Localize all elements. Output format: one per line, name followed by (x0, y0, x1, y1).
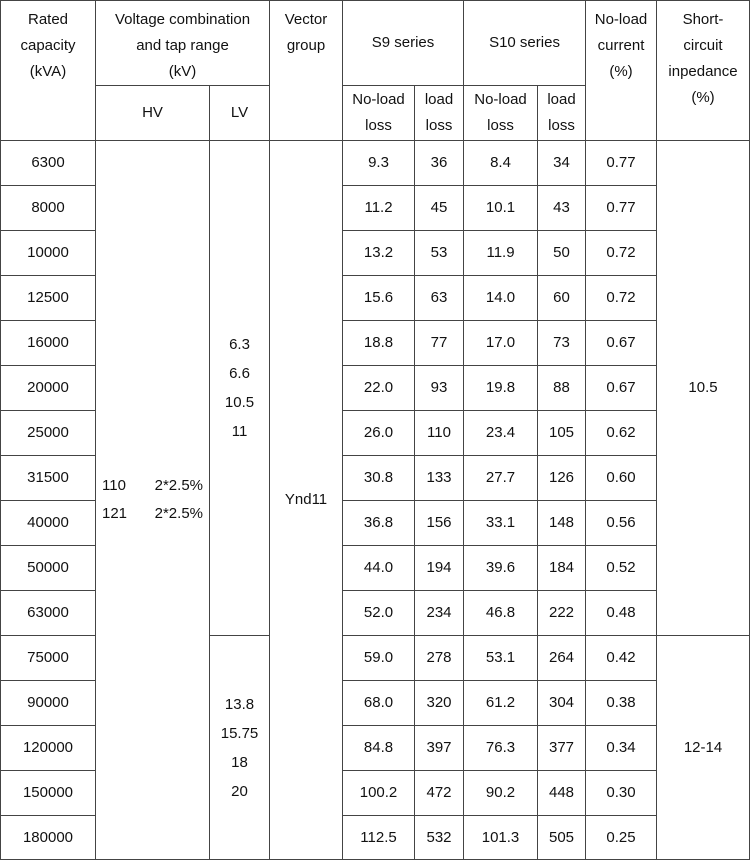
cell-s10-load-loss: 50 (538, 231, 586, 276)
cell-rated-capacity: 120000 (1, 726, 96, 771)
table-body (1, 141, 750, 860)
cell-s9-load-loss: 110 (415, 411, 464, 456)
cell-lv-group-high: 13.8 15.75 18 20 (210, 636, 270, 860)
cell-impedance-group-high: 12-14 (657, 636, 750, 860)
cell-no-load-current: 0.62 (586, 411, 657, 456)
cell-s9-no-load-loss: 68.0 (343, 681, 415, 726)
hv-voltage: 121 (102, 505, 128, 522)
header-voltage-combination: Voltage combination and tap range (kV) (96, 1, 270, 86)
cell-s9-no-load-loss: 30.8 (343, 456, 415, 501)
cell-rated-capacity: 31500 (1, 456, 96, 501)
cell-no-load-current: 0.42 (586, 636, 657, 681)
cell-rated-capacity: 150000 (1, 771, 96, 816)
cell-lv-group-low: 6.3 6.6 10.5 11 (210, 141, 270, 636)
cell-rated-capacity: 8000 (1, 186, 96, 231)
header-rated-capacity: Rated capacity (kVA) (1, 1, 96, 141)
hv-voltage: 110 (102, 477, 126, 494)
cell-s9-load-loss: 133 (415, 456, 464, 501)
hv-tap-range: 2*2.5% (154, 477, 203, 494)
header-vector-group: Vector group (270, 1, 343, 141)
cell-s10-load-loss: 184 (538, 546, 586, 591)
cell-rated-capacity: 50000 (1, 546, 96, 591)
cell-rated-capacity: 63000 (1, 591, 96, 636)
header-lv: LV (210, 86, 270, 141)
cell-no-load-current: 0.56 (586, 501, 657, 546)
cell-s9-load-loss: 278 (415, 636, 464, 681)
cell-s9-load-loss: 234 (415, 591, 464, 636)
cell-no-load-current: 0.72 (586, 231, 657, 276)
cell-s9-no-load-loss: 13.2 (343, 231, 415, 276)
cell-rated-capacity: 6300 (1, 141, 96, 186)
cell-s10-load-loss: 43 (538, 186, 586, 231)
cell-s9-load-loss: 320 (415, 681, 464, 726)
cell-s10-load-loss: 377 (538, 726, 586, 771)
cell-s9-load-loss: 156 (415, 501, 464, 546)
cell-s9-no-load-loss: 52.0 (343, 591, 415, 636)
cell-s9-no-load-loss: 112.5 (343, 816, 415, 860)
cell-s10-load-loss: 105 (538, 411, 586, 456)
cell-s10-load-loss: 60 (538, 276, 586, 321)
cell-no-load-current: 0.38 (586, 681, 657, 726)
cell-s10-no-load-loss: 19.8 (464, 366, 538, 411)
cell-no-load-current: 0.67 (586, 366, 657, 411)
header-s9-series: S9 series (343, 1, 464, 86)
cell-s10-no-load-loss: 27.7 (464, 456, 538, 501)
cell-s9-load-loss: 93 (415, 366, 464, 411)
cell-s10-no-load-loss: 101.3 (464, 816, 538, 860)
cell-s10-no-load-loss: 23.4 (464, 411, 538, 456)
cell-s9-no-load-loss: 44.0 (343, 546, 415, 591)
cell-s10-no-load-loss: 14.0 (464, 276, 538, 321)
cell-s10-no-load-loss: 76.3 (464, 726, 538, 771)
header-s10-no-load-loss: No-load loss (464, 86, 538, 141)
cell-no-load-current: 0.48 (586, 591, 657, 636)
cell-s9-load-loss: 532 (415, 816, 464, 860)
cell-no-load-current: 0.30 (586, 771, 657, 816)
cell-s10-no-load-loss: 11.9 (464, 231, 538, 276)
cell-s10-load-loss: 34 (538, 141, 586, 186)
cell-s10-no-load-loss: 46.8 (464, 591, 538, 636)
cell-s9-no-load-loss: 59.0 (343, 636, 415, 681)
cell-s9-load-loss: 45 (415, 186, 464, 231)
table-header (1, 1, 750, 141)
cell-s10-no-load-loss: 17.0 (464, 321, 538, 366)
cell-s9-no-load-loss: 15.6 (343, 276, 415, 321)
cell-s10-load-loss: 222 (538, 591, 586, 636)
hv-line (96, 472, 209, 500)
header-short-circuit-impedance: Short- circuit inpedance (%) (657, 1, 750, 141)
cell-no-load-current: 0.25 (586, 816, 657, 860)
cell-rated-capacity: 16000 (1, 321, 96, 366)
cell-vector-group: Ynd11 (270, 141, 343, 860)
cell-no-load-current: 0.77 (586, 186, 657, 231)
cell-s10-no-load-loss: 33.1 (464, 501, 538, 546)
cell-s9-no-load-loss: 9.3 (343, 141, 415, 186)
cell-s10-load-loss: 148 (538, 501, 586, 546)
cell-s10-no-load-loss: 53.1 (464, 636, 538, 681)
cell-s10-load-loss: 88 (538, 366, 586, 411)
cell-s9-no-load-loss: 22.0 (343, 366, 415, 411)
header-no-load-current: No-load current (%) (586, 1, 657, 141)
cell-s9-no-load-loss: 11.2 (343, 186, 415, 231)
cell-s9-no-load-loss: 18.8 (343, 321, 415, 366)
cell-no-load-current: 0.77 (586, 141, 657, 186)
cell-s9-load-loss: 194 (415, 546, 464, 591)
cell-no-load-current: 0.52 (586, 546, 657, 591)
cell-s9-no-load-loss: 100.2 (343, 771, 415, 816)
cell-no-load-current: 0.67 (586, 321, 657, 366)
cell-s9-no-load-loss: 26.0 (343, 411, 415, 456)
cell-no-load-current: 0.72 (586, 276, 657, 321)
cell-rated-capacity: 12500 (1, 276, 96, 321)
cell-rated-capacity: 10000 (1, 231, 96, 276)
cell-no-load-current: 0.34 (586, 726, 657, 771)
cell-s9-no-load-loss: 84.8 (343, 726, 415, 771)
cell-impedance-group-low: 10.5 (657, 141, 750, 636)
cell-rated-capacity: 20000 (1, 366, 96, 411)
cell-s10-load-loss: 304 (538, 681, 586, 726)
cell-s10-no-load-loss: 90.2 (464, 771, 538, 816)
cell-no-load-current: 0.60 (586, 456, 657, 501)
hv-tap-range: 2*2.5% (154, 505, 203, 522)
cell-s10-load-loss: 73 (538, 321, 586, 366)
cell-s10-no-load-loss: 8.4 (464, 141, 538, 186)
cell-rated-capacity: 75000 (1, 636, 96, 681)
cell-s10-load-loss: 505 (538, 816, 586, 860)
cell-hv-range (96, 141, 210, 860)
header-s10-load-loss: load loss (538, 86, 586, 141)
hv-line (96, 500, 209, 528)
header-hv: HV (96, 86, 210, 141)
cell-s9-load-loss: 472 (415, 771, 464, 816)
cell-s9-load-loss: 36 (415, 141, 464, 186)
cell-s10-load-loss: 448 (538, 771, 586, 816)
cell-s10-load-loss: 264 (538, 636, 586, 681)
header-s9-no-load-loss: No-load loss (343, 86, 415, 141)
header-s10-series: S10 series (464, 1, 586, 86)
table-row (1, 141, 750, 186)
cell-s10-no-load-loss: 39.6 (464, 546, 538, 591)
cell-s9-load-loss: 53 (415, 231, 464, 276)
cell-s9-load-loss: 77 (415, 321, 464, 366)
cell-s10-no-load-loss: 10.1 (464, 186, 538, 231)
cell-s9-no-load-loss: 36.8 (343, 501, 415, 546)
cell-s10-no-load-loss: 61.2 (464, 681, 538, 726)
cell-s9-load-loss: 397 (415, 726, 464, 771)
cell-rated-capacity: 40000 (1, 501, 96, 546)
cell-s10-load-loss: 126 (538, 456, 586, 501)
cell-rated-capacity: 25000 (1, 411, 96, 456)
cell-rated-capacity: 180000 (1, 816, 96, 860)
cell-rated-capacity: 90000 (1, 681, 96, 726)
cell-s9-load-loss: 63 (415, 276, 464, 321)
header-s9-load-loss: load loss (415, 86, 464, 141)
